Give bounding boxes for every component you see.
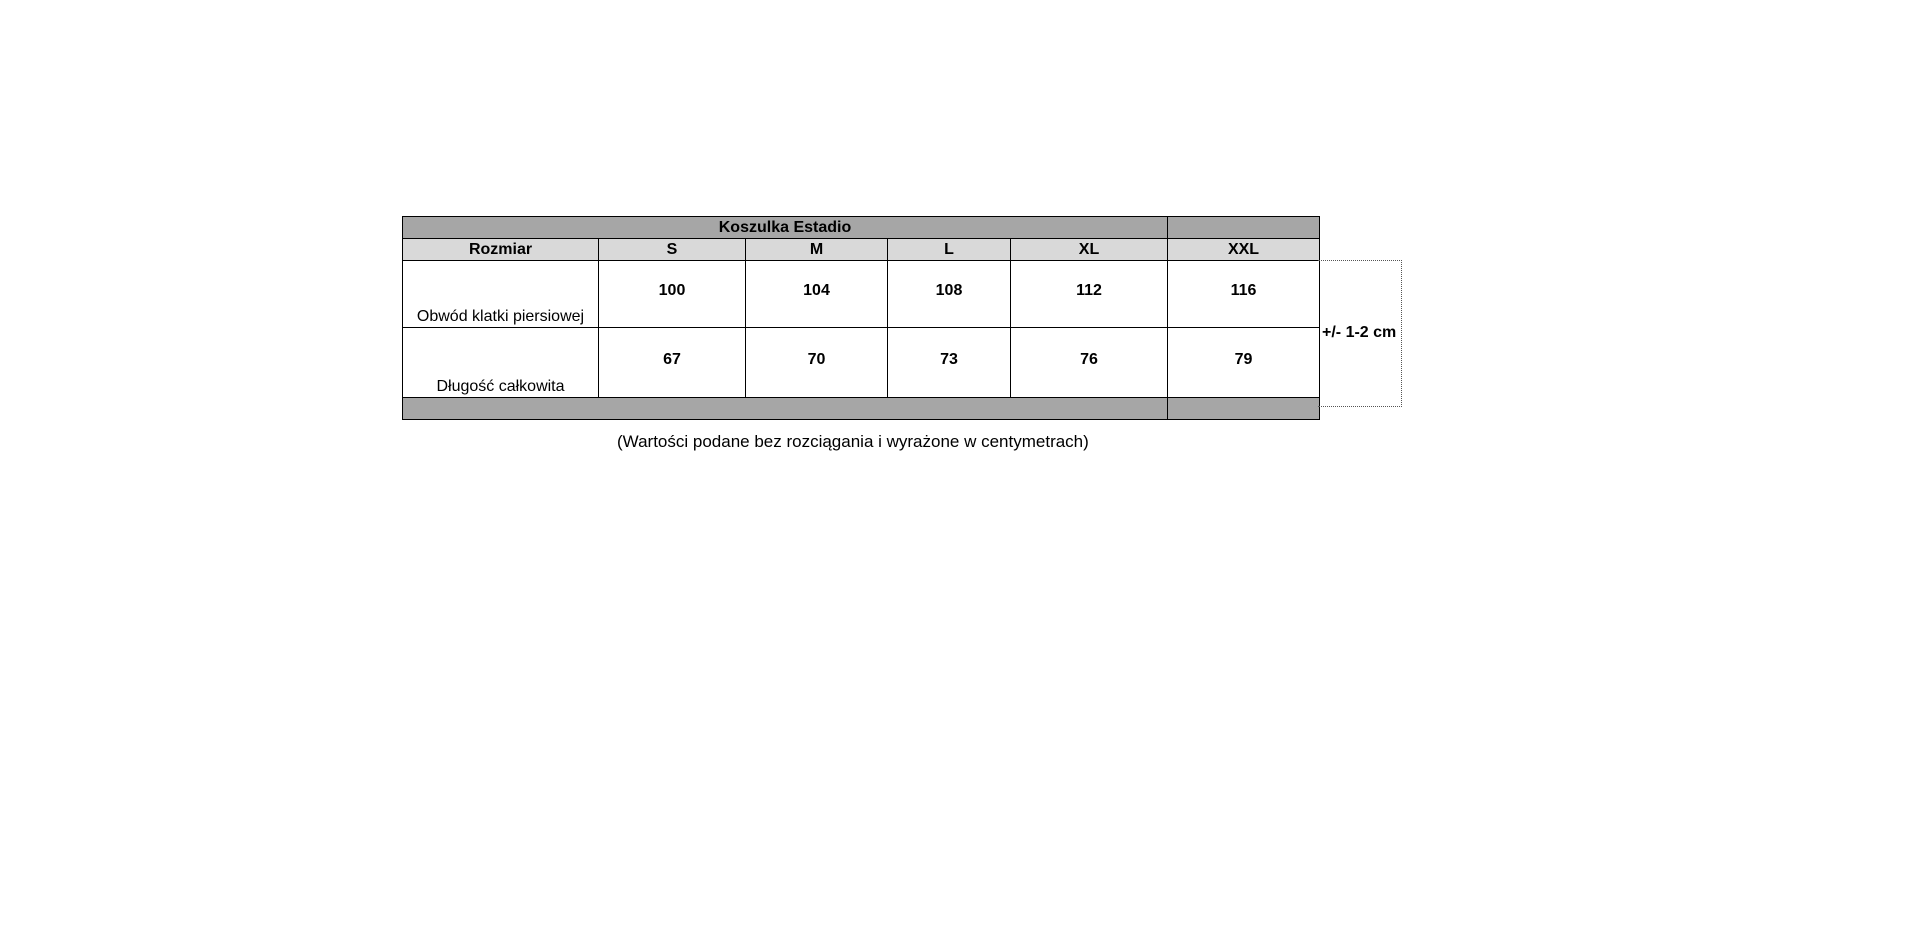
chest-value-m: 104 xyxy=(746,261,888,328)
title-row-empty-cell xyxy=(1168,217,1320,239)
tolerance-label: +/- 1-2 cm xyxy=(1322,324,1397,341)
footer-bar xyxy=(403,398,1168,420)
table-row xyxy=(403,328,1320,398)
measurement-note: (Wartości podane bez rozciągania i wyrażone w centymetrach) xyxy=(617,432,1089,451)
length-value-xxl: 79 xyxy=(1168,328,1320,398)
title-row xyxy=(403,217,1320,239)
header-row xyxy=(403,239,1320,261)
chest-value-xxl: 116 xyxy=(1168,261,1320,328)
footer-row xyxy=(403,398,1320,420)
row-label-length: Długość całkowita xyxy=(403,328,599,398)
row-label-chest: Obwód klatki piersiowej xyxy=(403,261,599,328)
size-header-xxl: XXL xyxy=(1168,239,1320,261)
table-row xyxy=(403,261,1320,328)
table-title: Koszulka Estadio xyxy=(403,217,1168,239)
size-header-l: L xyxy=(888,239,1011,261)
length-value-l: 73 xyxy=(888,328,1011,398)
length-value-m: 70 xyxy=(746,328,888,398)
size-chart-table xyxy=(402,216,1320,420)
size-header-label: Rozmiar xyxy=(403,239,599,261)
length-value-s: 67 xyxy=(599,328,746,398)
length-value-xl: 76 xyxy=(1011,328,1168,398)
size-header-s: S xyxy=(599,239,746,261)
chest-value-xl: 112 xyxy=(1011,261,1168,328)
footer-bar-end xyxy=(1168,398,1320,420)
size-header-xl: XL xyxy=(1011,239,1168,261)
chest-value-s: 100 xyxy=(599,261,746,328)
chest-value-l: 108 xyxy=(888,261,1011,328)
size-header-m: M xyxy=(746,239,888,261)
